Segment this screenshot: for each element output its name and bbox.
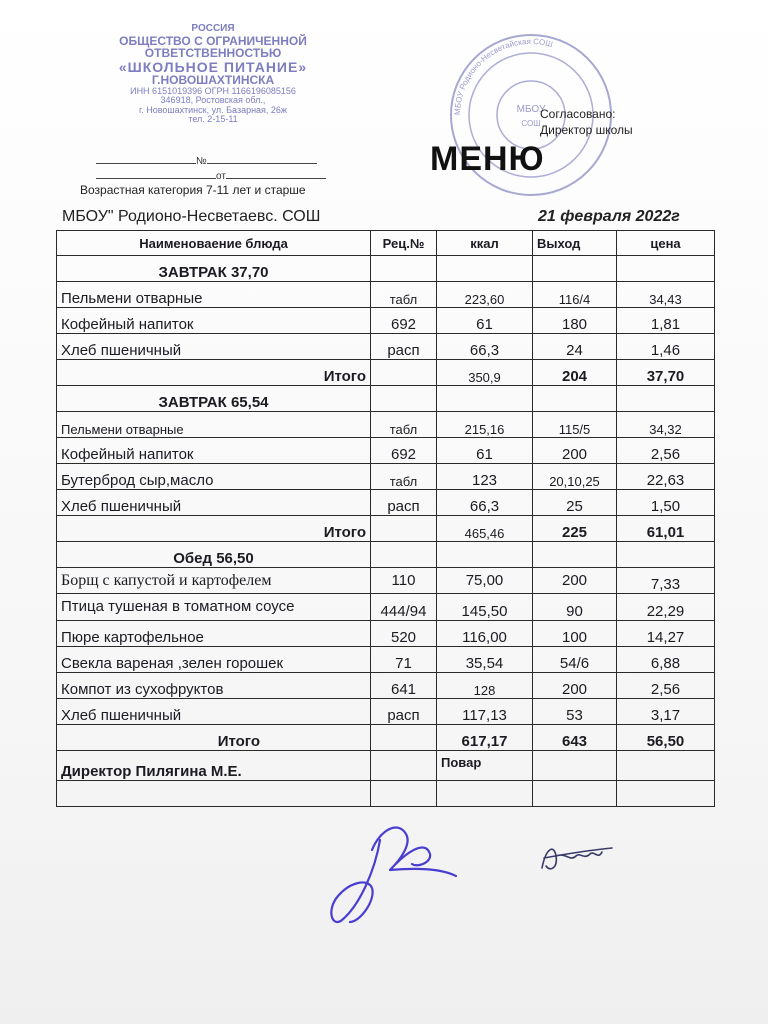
- dish-rec: 641: [371, 673, 437, 699]
- dish-yield: 200: [533, 438, 617, 464]
- total-row: [57, 725, 715, 751]
- dish-price: 14,27: [617, 621, 715, 647]
- dish-kcal: 35,54: [437, 647, 533, 673]
- table-row: [57, 647, 715, 673]
- col-header-price: цена: [617, 231, 715, 256]
- dish-yield: 20,10,25: [533, 464, 617, 490]
- stamp-inn: ИНН 6151019396 ОГРН 1166196085156: [130, 85, 296, 96]
- table-row: [57, 334, 715, 360]
- table-row: [57, 621, 715, 647]
- cook-label: Повар: [437, 751, 533, 781]
- stamp-city: Г.НОВОШАХТИНСКА: [151, 73, 275, 88]
- dish-price: 7,33: [617, 568, 715, 594]
- dish-price: 34,43: [617, 282, 715, 308]
- dish-yield: 100: [533, 621, 617, 647]
- round-stamp-text: МБОУ Родионо-Несветайская СОШ: [452, 36, 554, 116]
- dish-price: 2,56: [617, 673, 715, 699]
- dish-kcal: 145,50: [437, 594, 533, 621]
- dish-rec: 692: [371, 308, 437, 334]
- dish-rec: 110: [371, 568, 437, 594]
- total-price: 37,70: [617, 360, 715, 386]
- dish-name: Кофейный напиток: [57, 438, 371, 464]
- stamp-country: РОССИЯ: [191, 23, 235, 34]
- section-header-row: [57, 542, 715, 568]
- total-row: [57, 360, 715, 386]
- section-title: ЗАВТРАК 37,70: [57, 256, 371, 282]
- total-kcal: 350,9: [437, 360, 533, 386]
- table-row: [57, 699, 715, 725]
- dish-rec: 444/94: [371, 594, 437, 621]
- total-label: Итого: [57, 360, 371, 386]
- dish-name: Кофейный напиток: [57, 308, 371, 334]
- dish-name: Свекла вареная ,зелен горошек: [57, 647, 371, 673]
- dish-name: Хлеб пшеничный: [57, 699, 371, 725]
- dish-rec: табл: [371, 282, 437, 308]
- col-header-kcal: ккал: [437, 231, 533, 256]
- dish-kcal: 75,00: [437, 568, 533, 594]
- dish-name: Компот из сухофруктов: [57, 673, 371, 699]
- total-yield: 643: [533, 725, 617, 751]
- section-title: Обед 56,50: [57, 542, 371, 568]
- dish-price: 34,32: [617, 412, 715, 438]
- dish-yield: 116/4: [533, 282, 617, 308]
- table-row: [57, 490, 715, 516]
- blank-line: [96, 178, 216, 179]
- table-row: [57, 568, 715, 594]
- table-row: [57, 464, 715, 490]
- from-label: от: [216, 171, 226, 182]
- total-row: [57, 516, 715, 542]
- dish-rec: 71: [371, 647, 437, 673]
- dish-yield: 200: [533, 673, 617, 699]
- dish-yield: 54/6: [533, 647, 617, 673]
- doc-number-blanks: [96, 156, 326, 182]
- dish-name: Бутерброд сыр,масло: [57, 464, 371, 490]
- director-label: Директор Пилягина М.Е.: [57, 751, 371, 781]
- dish-rec: табл: [371, 464, 437, 490]
- dish-rec: расп: [371, 699, 437, 725]
- dish-name: Хлеб пшеничный: [57, 334, 371, 360]
- age-category: Возрастная категория 7-11 лет и старше: [80, 183, 306, 197]
- section-header-row: [57, 256, 715, 282]
- table-row: [57, 438, 715, 464]
- dish-yield: 25: [533, 490, 617, 516]
- dish-kcal: 123: [437, 464, 533, 490]
- stamp-address2: г. Новошахтинск, ул. Базарная, 26ж: [139, 104, 287, 115]
- table-row: [57, 282, 715, 308]
- dish-kcal: 116,00: [437, 621, 533, 647]
- table-row: [57, 594, 715, 621]
- total-kcal: 617,17: [437, 725, 533, 751]
- dish-name: Хлеб пшеничный: [57, 490, 371, 516]
- dish-rec: расп: [371, 334, 437, 360]
- dish-price: 3,17: [617, 699, 715, 725]
- section-header-row: [57, 386, 715, 412]
- company-stamp: [78, 24, 348, 125]
- total-label: Итого: [57, 516, 371, 542]
- dish-name: Пельмени отварные: [57, 412, 371, 438]
- dish-yield: 115/5: [533, 412, 617, 438]
- approved-label: Согласовано:: [540, 107, 616, 121]
- empty-row: [57, 781, 715, 807]
- school-name: МБОУ" Родионо-Несветаевс. СОШ: [62, 208, 321, 225]
- menu-table: [56, 230, 715, 807]
- svg-text:СОШ: СОШ: [521, 119, 541, 128]
- blank-line: [96, 163, 196, 164]
- dish-kcal: 61: [437, 308, 533, 334]
- dish-kcal: 223,60: [437, 282, 533, 308]
- col-header-name: Наименоваение блюда: [57, 231, 371, 256]
- page-title: МЕНЮ: [430, 140, 545, 178]
- dish-name: Пельмени отварные: [57, 282, 371, 308]
- total-price: 61,01: [617, 516, 715, 542]
- dish-price: 22,29: [617, 594, 715, 621]
- approved-role: Директор школы: [540, 123, 633, 137]
- dish-kcal: 66,3: [437, 334, 533, 360]
- total-price: 56,50: [617, 725, 715, 751]
- dish-price: 1,46: [617, 334, 715, 360]
- table-row: [57, 412, 715, 438]
- dish-yield: 180: [533, 308, 617, 334]
- blank-line: [226, 178, 326, 179]
- stamp-company-line2: ОТВЕТСТВЕННОСТЬЮ: [144, 46, 282, 61]
- dish-price: 2,56: [617, 438, 715, 464]
- dish-name: Борщ с капустой и картофелем: [57, 568, 371, 594]
- table-row: [57, 673, 715, 699]
- dish-kcal: 61: [437, 438, 533, 464]
- dish-rec: расп: [371, 490, 437, 516]
- dish-kcal: 215,16: [437, 412, 533, 438]
- dish-yield: 90: [533, 594, 617, 621]
- dish-price: 1,81: [617, 308, 715, 334]
- dish-yield: 200: [533, 568, 617, 594]
- section-title: ЗАВТРАК 65,54: [57, 386, 371, 412]
- dish-name: Пюре картофельное: [57, 621, 371, 647]
- total-label: Итого: [57, 725, 371, 751]
- dish-price: 1,50: [617, 490, 715, 516]
- signature-row: [57, 751, 715, 781]
- dish-price: 22,63: [617, 464, 715, 490]
- table-header-row: [57, 231, 715, 256]
- table-row: [57, 308, 715, 334]
- dish-yield: 53: [533, 699, 617, 725]
- dish-price: 6,88: [617, 647, 715, 673]
- total-yield: 204: [533, 360, 617, 386]
- dish-rec: 692: [371, 438, 437, 464]
- dish-rec: 520: [371, 621, 437, 647]
- total-kcal: 465,46: [437, 516, 533, 542]
- stamp-address1: 346918, Ростовская обл.,: [160, 95, 266, 106]
- stamp-phone: тел. 2-15-11: [188, 114, 238, 125]
- stamp-company-name: «ШКОЛЬНОЕ ПИТАНИЕ»: [118, 58, 308, 75]
- dish-kcal: 117,13: [437, 699, 533, 725]
- menu-date: 21 февраля 2022г: [538, 208, 680, 225]
- dish-rec: табл: [371, 412, 437, 438]
- col-header-rec: Рец.№: [371, 231, 437, 256]
- blank-line: [207, 163, 317, 164]
- svg-text:МБОУ: МБОУ: [516, 104, 546, 115]
- dish-yield: 24: [533, 334, 617, 360]
- number-label: №: [196, 156, 207, 167]
- dish-name: Птица тушеная в томатном соусе: [57, 594, 371, 621]
- dish-kcal: 128: [437, 673, 533, 699]
- stamp-company-line1: ОБЩЕСТВО С ОГРАНИЧЕННОЙ: [119, 33, 307, 48]
- approval-block: [540, 106, 633, 138]
- dish-kcal: 66,3: [437, 490, 533, 516]
- col-header-yield: Выход: [533, 231, 617, 256]
- total-yield: 225: [533, 516, 617, 542]
